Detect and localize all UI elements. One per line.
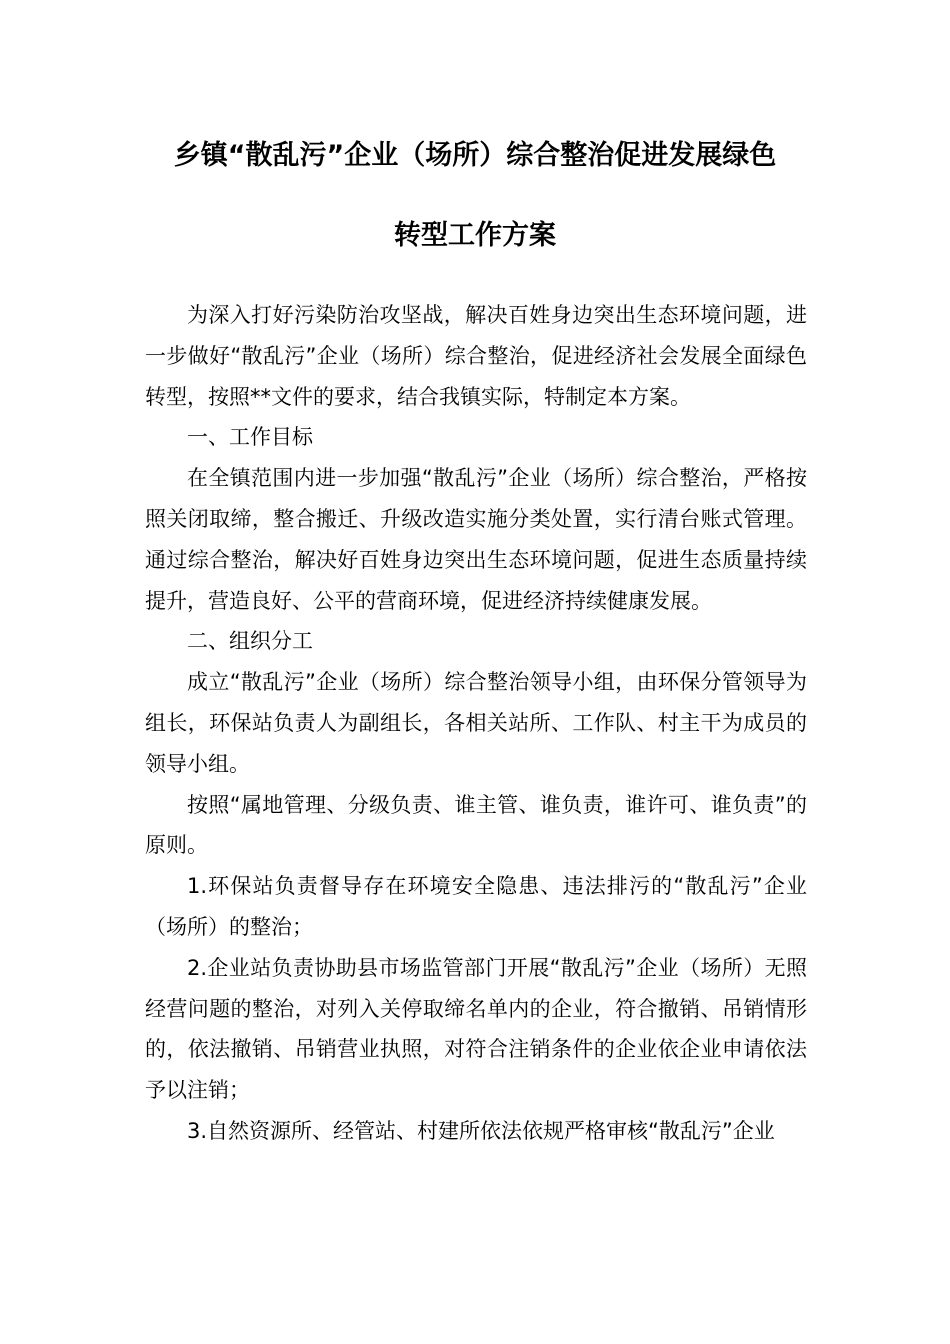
duty-item-3: 3.自然资源所、经管站、村建所依法依规严格审核“散乱污”企业	[187, 1118, 775, 1143]
section-heading-goals: 一、工作目标	[187, 425, 313, 450]
goals-paragraph: 在全镇范围内进一步加强“散乱污”企业（场所）综合整治，严格按照关闭取缔，整合搬迁、升级改造实施分类处置，实行清台账式管理。通过综合整治，解决好百姓身边突出生态环境问题，促进生态质量持续提升，营造良好、公平的营商环境，促进经济持续健康发展。	[145, 466, 807, 613]
duty-item-2: 2.企业站负责协助县市场监管部门开展“散乱污”企业（场所）无照经营问题的整治，对列入关停取缔名单内的企业，符合撤销、吊销情形的，依法撤销、吊销营业执照，对符合注销条件的企业依企业申请依法予以注销；	[145, 955, 807, 1103]
duty-item-1: 1.环保站负责督导存在环境安全隐患、违法排污的“散乱污”企业（场所）的整治；	[145, 874, 807, 939]
document-body	[145, 295, 807, 1152]
document-title-line-2: 转型工作方案	[394, 220, 556, 251]
section-heading-organization: 二、组织分工	[187, 629, 313, 654]
principle-paragraph: 按照“属地管理、分级负责、谁主管、谁负责，谁许可、谁负责”的原则。	[145, 792, 807, 858]
leadership-group-paragraph: 成立“散乱污”企业（场所）综合整治领导小组，由环保分管领导为组长，环保站负责人为副组长，各相关站所、工作队、村主干为成员的领导小组。	[145, 670, 807, 776]
intro-paragraph: 为深入打好污染防治攻坚战，解决百姓身边突出生态环境问题，进一步做好“散乱污”企业（场所）综合整治，促进经济社会发展全面绿色转型，按照**文件的要求，结合我镇实际，特制定本方案。	[145, 303, 807, 409]
document-title-line-1: 乡镇“散乱污”企业（场所）综合整治促进发展绿色	[173, 140, 777, 171]
